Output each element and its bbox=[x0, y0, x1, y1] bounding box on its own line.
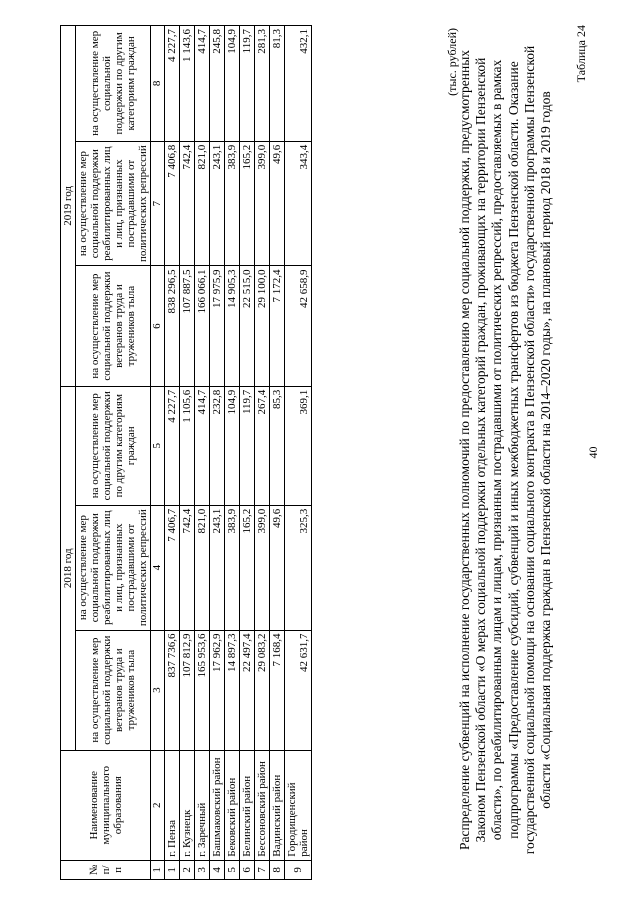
value-cell: 165,2 bbox=[240, 505, 255, 630]
value-cell: 7 168,4 bbox=[270, 630, 285, 750]
header-other-2019: на осуществление мер социальной поддержки по другим категориям граждан bbox=[76, 26, 151, 142]
value-cell: 165 953,6 bbox=[195, 630, 210, 750]
value-cell: 165,2 bbox=[240, 141, 255, 266]
row-number: 9 bbox=[285, 860, 312, 879]
value-cell: 166 066,1 bbox=[195, 266, 210, 386]
value-cell: 29 100,0 bbox=[255, 266, 270, 386]
value-cell: 243,1 bbox=[210, 505, 225, 630]
header-veterans-2018: на осуществление мер социальной поддержки ветеранов труда и тружеников тыла bbox=[76, 630, 151, 750]
value-cell: 42 631,7 bbox=[285, 630, 312, 750]
page-number: 40 bbox=[586, 446, 600, 459]
municipality-name: Бековский район bbox=[225, 750, 240, 860]
header-rehab-2018: на осуществление мер социальной поддержки реабилитированных лиц и лиц, признанных пострадавшими от политических репрессий bbox=[76, 505, 151, 630]
row-number: 3 bbox=[195, 860, 210, 879]
municipality-name: г. Кузнецк bbox=[180, 750, 195, 860]
table-row bbox=[195, 26, 210, 880]
value-cell: 14 905,3 bbox=[225, 266, 240, 386]
value-cell: 22 515,0 bbox=[240, 266, 255, 386]
table-row bbox=[270, 26, 285, 880]
table-row bbox=[285, 26, 312, 880]
value-cell: 29 083,2 bbox=[255, 630, 270, 750]
header-no: № п/п bbox=[61, 860, 151, 879]
value-cell: 383,9 bbox=[225, 141, 240, 266]
value-cell: 119,7 bbox=[240, 26, 255, 142]
table-row bbox=[225, 26, 240, 880]
column-number: 3 bbox=[151, 630, 165, 750]
value-cell: 245,8 bbox=[210, 26, 225, 142]
row-number: 4 bbox=[210, 860, 225, 879]
value-cell: 232,8 bbox=[210, 386, 225, 505]
value-cell: 414,7 bbox=[195, 386, 210, 505]
column-number: 7 bbox=[151, 141, 165, 266]
municipality-name: г. Заречный bbox=[195, 750, 210, 860]
header-other-2018: на осуществление мер социальной поддержки по другим категориям граждан bbox=[76, 386, 151, 505]
value-cell: 281,3 bbox=[255, 26, 270, 142]
municipality-name: Бессоновский район bbox=[255, 750, 270, 860]
value-cell: 49,6 bbox=[270, 141, 285, 266]
municipality-name: Белинский район bbox=[240, 750, 255, 860]
value-cell: 399,0 bbox=[255, 141, 270, 266]
header-rehab-2019: на осуществление мер социальной поддержки реабилитированных лиц и лиц, признанных пострадавшими от политических репрессий bbox=[76, 141, 151, 266]
table-row bbox=[255, 26, 270, 880]
table-label: Таблица 24 bbox=[574, 25, 588, 83]
column-number: 2 bbox=[151, 750, 165, 860]
value-cell: 4 227,7 bbox=[165, 386, 180, 505]
value-cell: 49,6 bbox=[270, 505, 285, 630]
column-number: 5 bbox=[151, 386, 165, 505]
value-cell: 742,4 bbox=[180, 505, 195, 630]
value-cell: 17 962,9 bbox=[210, 630, 225, 750]
value-cell: 383,9 bbox=[225, 505, 240, 630]
value-cell: 107 887,5 bbox=[180, 266, 195, 386]
value-cell: 821,0 bbox=[195, 505, 210, 630]
table-row bbox=[180, 26, 195, 880]
municipality-name: г. Пенза bbox=[165, 750, 180, 860]
value-cell: 243,1 bbox=[210, 141, 225, 266]
value-cell: 1 105,6 bbox=[180, 386, 195, 505]
value-cell: 414,7 bbox=[195, 26, 210, 142]
units-label: (тыс. рублей) bbox=[445, 28, 459, 96]
value-cell: 325,3 bbox=[285, 505, 312, 630]
table-row bbox=[240, 26, 255, 880]
value-cell: 4 227,7 bbox=[165, 26, 180, 142]
header-year-2018: 2018 год bbox=[61, 386, 76, 750]
value-cell: 81,3 bbox=[270, 26, 285, 142]
row-number: 2 bbox=[180, 860, 195, 879]
value-cell: 343,4 bbox=[285, 141, 312, 266]
value-cell: 104,9 bbox=[225, 26, 240, 142]
subvention-table bbox=[60, 25, 312, 880]
value-cell: 104,9 bbox=[225, 386, 240, 505]
value-cell: 837 736,6 bbox=[165, 630, 180, 750]
value-cell: 17 975,9 bbox=[210, 266, 225, 386]
column-number: 6 bbox=[151, 266, 165, 386]
table-row bbox=[210, 26, 225, 880]
municipality-name: Башмаковский район bbox=[210, 750, 225, 860]
header-row-years bbox=[61, 26, 76, 880]
value-cell: 742,4 bbox=[180, 141, 195, 266]
value-cell: 1 143,6 bbox=[180, 26, 195, 142]
table-row bbox=[165, 26, 180, 880]
value-cell: 267,4 bbox=[255, 386, 270, 505]
column-number: 4 bbox=[151, 505, 165, 630]
value-cell: 838 296,5 bbox=[165, 266, 180, 386]
value-cell: 42 658,9 bbox=[285, 266, 312, 386]
column-number: 1 bbox=[151, 860, 165, 879]
value-cell: 119,7 bbox=[240, 386, 255, 505]
value-cell: 7 406,7 bbox=[165, 505, 180, 630]
value-cell: 85,3 bbox=[270, 386, 285, 505]
row-number: 8 bbox=[270, 860, 285, 879]
header-year-2019: 2019 год bbox=[61, 26, 76, 387]
header-veterans-2019: на осуществление мер социальной поддержки ветеранов труда и тружеников тыла bbox=[76, 266, 151, 386]
row-number: 6 bbox=[240, 860, 255, 879]
column-number-row bbox=[151, 26, 165, 880]
table-title: Распределение субвенций на исполнение государственных полномочий по предоставлению мер социальной поддержки, предусмотренных Законом Пензенской области «О мерах социальной поддержки отдельных категорий граждан, проживающих на территории Пензенской области», по реабилитированным лицам и лицам, признанным пострадавшими от политических репрессий, предоставляемых в рамках подпрограммы «Предоставление субсидий, субвенций и иных межбюджетных трансфертов из бюджета Пензенской области. Оказание государственной социальной помощи на основании социального контракта в Пензенской области» государственной программы Пензенской области «Социальная поддержка граждан в Пензенской области на 2014–2020 годы», на плановый период 2018 и 2019 годов bbox=[457, 45, 554, 855]
row-number: 1 bbox=[165, 860, 180, 879]
value-cell: 821,0 bbox=[195, 141, 210, 266]
value-cell: 7 172,4 bbox=[270, 266, 285, 386]
municipality-name: Городищенский район bbox=[285, 750, 312, 860]
value-cell: 22 497,4 bbox=[240, 630, 255, 750]
value-cell: 399,0 bbox=[255, 505, 270, 630]
value-cell: 14 897,3 bbox=[225, 630, 240, 750]
municipality-name: Вадинский район bbox=[270, 750, 285, 860]
value-cell: 432,1 bbox=[285, 26, 312, 142]
row-number: 7 bbox=[255, 860, 270, 879]
column-number: 8 bbox=[151, 26, 165, 142]
row-number: 5 bbox=[225, 860, 240, 879]
value-cell: 107 812,9 bbox=[180, 630, 195, 750]
value-cell: 7 406,8 bbox=[165, 141, 180, 266]
value-cell: 369,1 bbox=[285, 386, 312, 505]
header-municipality: Наименование муниципального образования bbox=[61, 750, 151, 860]
